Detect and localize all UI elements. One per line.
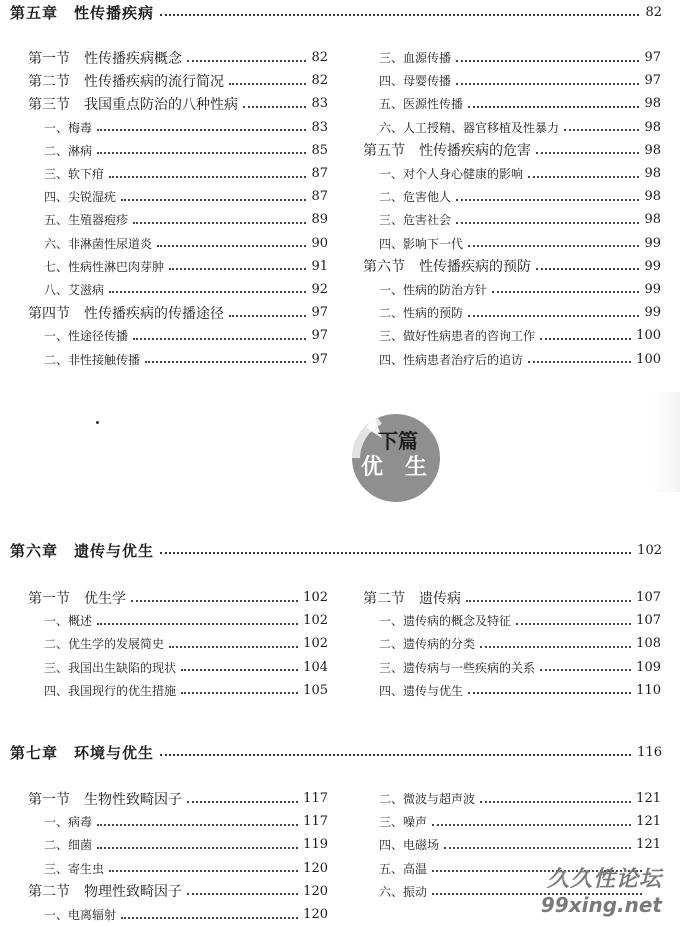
entry-page-number: 102 [303, 613, 328, 629]
toc-subsection-entry [363, 347, 661, 370]
entry-page-number: 82 [311, 50, 328, 66]
chapter-6-left-column [28, 586, 328, 702]
entry-title: 三、软下疳 [44, 167, 105, 182]
entry-title: 五、高温 [379, 861, 428, 876]
toc-subsection-entry [28, 810, 328, 833]
entry-title: 一、对个人身心健康的影响 [379, 167, 524, 182]
entry-title: 二、性病的预防 [379, 306, 464, 321]
entry-title: 三、噪声 [379, 815, 428, 830]
entry-page-number: 98 [644, 166, 661, 182]
entry-page-number: 105 [303, 682, 328, 698]
chapter-title: 第五章 性传播疾病 [10, 3, 155, 22]
entry-title: 二、细菌 [44, 838, 93, 853]
entry-title: 第五节 性传播疾病的危害 [363, 143, 531, 160]
toc-subsection-entry [28, 162, 328, 185]
entry-page-number: 85 [311, 142, 328, 158]
entry-title: 一、概述 [44, 614, 93, 629]
entry-title: 第二节 性传播疾病的流行简况 [28, 73, 224, 90]
entry-page-number: 99 [644, 235, 661, 251]
leader-dots [145, 361, 306, 363]
entry-page-number: 87 [311, 189, 328, 205]
toc-subsection-entry [363, 609, 661, 632]
toc-subsection-entry [363, 810, 661, 833]
entry-page-number: 109 [636, 659, 661, 675]
toc-subsection-entry [363, 208, 661, 231]
leader-dots [466, 600, 631, 602]
entry-title: 三、做好性病患者的咨询工作 [379, 329, 536, 344]
chapter-7-left-column [28, 787, 328, 926]
toc-subsection-entry [363, 833, 661, 856]
leader-dots [229, 315, 306, 317]
toc-subsection-entry [28, 139, 328, 162]
leader-dots [456, 199, 639, 201]
entry-page-number: 107 [636, 613, 661, 629]
entry-title: 四、遗传与优生 [379, 683, 464, 698]
entry-page-number: 91 [311, 258, 328, 274]
entry-title: 四、尖锐湿疣 [44, 190, 117, 205]
page-edge-shade [652, 392, 680, 492]
leader-dots [480, 646, 631, 648]
leader-dots [468, 315, 639, 317]
chapter-title: 第六章 遗传与优生 [10, 541, 155, 560]
toc-subsection-entry [363, 656, 661, 679]
entry-page-number: 90 [311, 235, 328, 251]
toc-subsection-entry [28, 232, 328, 255]
leader-dots [187, 60, 306, 62]
entry-page-number: 83 [311, 96, 328, 112]
leader-dots [181, 669, 298, 671]
entry-page-number: 87 [311, 166, 328, 182]
entry-title: 第一节 生物性致畸因子 [28, 791, 182, 808]
entry-page-number: 98 [644, 96, 661, 112]
entry-title: 第二节 物理性致畸因子 [28, 884, 182, 901]
entry-page-number: 99 [644, 258, 661, 274]
entry-page-number: 99 [644, 281, 661, 297]
leader-dots [468, 245, 639, 247]
toc-subsection-entry [28, 324, 328, 347]
leader-dots [133, 338, 306, 340]
entry-title: 一、梅毒 [44, 120, 93, 135]
toc-subsection-entry [28, 255, 328, 278]
entry-title: 七、性病性淋巴肉芽肿 [44, 259, 165, 274]
toc-subsection-entry [363, 185, 661, 208]
leader-dots [181, 692, 298, 694]
leader-dots [121, 199, 306, 201]
toc-subsection-entry [28, 609, 328, 632]
leader-dots [540, 669, 631, 671]
entry-page-number: 120 [303, 883, 328, 899]
toc-subsection-entry [363, 278, 661, 301]
entry-title: 四、性病患者治疗后的追访 [379, 352, 524, 367]
leader-dots [121, 917, 298, 919]
toc-subsection-entry [363, 162, 661, 185]
leader-dots [468, 692, 631, 694]
watermark-chinese: 久久性论坛 [546, 867, 662, 892]
leader-dots [160, 552, 631, 554]
entry-page-number: 98 [644, 142, 661, 158]
entry-title: 四、我国现行的优生措施 [44, 683, 177, 698]
leader-dots [536, 152, 639, 154]
entry-page-number: 97 [644, 50, 661, 66]
entry-page-number: 102 [303, 590, 328, 606]
entry-title: 三、遗传病与一些疾病的关系 [379, 660, 536, 675]
chapter-page: 116 [637, 744, 662, 760]
toc-section-entry [363, 255, 661, 278]
entry-page-number: 121 [636, 791, 661, 807]
toc-section-entry [28, 69, 328, 92]
leader-dots [133, 222, 306, 224]
toc-subsection-entry [363, 324, 661, 347]
toc-section-entry [363, 586, 661, 609]
leader-dots [456, 60, 639, 62]
entry-title: 一、性病的防治方针 [379, 282, 488, 297]
watermark-url: 99xing.net [540, 893, 662, 917]
entry-title: 第六节 性传播疾病的预防 [363, 259, 531, 276]
toc-section-entry [28, 880, 328, 903]
entry-page-number: 117 [303, 791, 328, 807]
entry-page-number: 100 [636, 328, 661, 344]
entry-page-number: 121 [636, 837, 661, 853]
leader-dots [492, 291, 639, 293]
toc-subsection-entry [28, 208, 328, 231]
entry-title: 四、电磁场 [379, 838, 440, 853]
entry-title: 第一节 性传播疾病概念 [28, 50, 182, 67]
leader-dots [169, 268, 306, 270]
leader-dots [536, 268, 639, 270]
toc-subsection-entry [28, 116, 328, 139]
entry-title: 五、医源性传播 [379, 97, 464, 112]
chapter-5-heading [10, 0, 662, 24]
chapter-7-heading [10, 740, 662, 764]
entry-title: 第四节 性传播疾病的传播途径 [28, 305, 224, 322]
entry-page-number: 104 [303, 659, 328, 675]
toc-subsection-entry [363, 92, 661, 115]
leader-dots [187, 893, 298, 895]
toc-subsection-entry [363, 116, 661, 139]
leader-dots [229, 83, 306, 85]
entry-title: 六、人工授精、器官移植及性暴力 [379, 120, 560, 135]
entry-title: 二、危害他人 [379, 190, 452, 205]
chapter-5-left-column [28, 46, 328, 371]
leader-dots [109, 291, 306, 293]
toc-subsection-entry [28, 278, 328, 301]
leader-dots [480, 801, 631, 803]
entry-title: 二、遗传病的分类 [379, 637, 476, 652]
toc-subsection-entry [28, 347, 328, 370]
entry-page-number: 98 [644, 212, 661, 228]
toc-subsection-entry [28, 185, 328, 208]
leader-dots [456, 83, 639, 85]
leader-dots [432, 824, 631, 826]
entry-title: 第二节 遗传病 [363, 590, 461, 607]
leader-dots [468, 106, 639, 108]
leader-dots [528, 361, 631, 363]
chapter-5-right-column [363, 46, 661, 371]
leader-dots [540, 338, 631, 340]
entry-page-number: 97 [311, 328, 328, 344]
entry-page-number: 82 [311, 73, 328, 89]
toc-section-entry [28, 301, 328, 324]
entry-page-number: 120 [303, 860, 328, 876]
entry-title: 四、母婴传播 [379, 74, 452, 89]
entry-title: 二、非性接触传播 [44, 352, 141, 367]
leader-dots [564, 129, 639, 131]
entry-page-number: 97 [311, 351, 328, 367]
leader-dots [131, 600, 298, 602]
entry-title: 三、危害社会 [379, 213, 452, 228]
entry-title: 二、淋病 [44, 143, 93, 158]
entry-page-number: 98 [644, 189, 661, 205]
part-emblem [338, 408, 446, 504]
entry-page-number: 98 [644, 119, 661, 135]
toc-subsection-entry [363, 232, 661, 255]
entry-page-number: 110 [636, 682, 661, 698]
entry-title: 一、遗传病的概念及特征 [379, 614, 512, 629]
leader-dots [187, 801, 298, 803]
toc-section-entry [28, 586, 328, 609]
leader-dots [160, 754, 631, 756]
entry-title: 六、振动 [379, 884, 428, 899]
chapter-page: 82 [645, 4, 662, 20]
leader-dots [97, 824, 298, 826]
leader-dots [97, 152, 306, 154]
part-title: 优 生 [360, 455, 428, 480]
entry-title: 第三节 我国重点防治的八种性病 [28, 96, 238, 113]
entry-page-number: 107 [636, 590, 661, 606]
part-label: 下篇 [378, 429, 418, 453]
toc-subsection-entry [363, 632, 661, 655]
leader-dots [97, 623, 298, 625]
toc-subsection-entry [28, 833, 328, 856]
toc-subsection-entry [363, 69, 661, 92]
toc-subsection-entry [28, 679, 328, 702]
leader-dots [157, 245, 306, 247]
toc-subsection-entry [28, 857, 328, 880]
entry-title: 一、电离辐射 [44, 908, 117, 923]
toc-subsection-entry [363, 301, 661, 324]
entry-page-number: 92 [311, 281, 328, 297]
toc-subsection-entry [363, 679, 661, 702]
toc-subsection-entry [28, 656, 328, 679]
leader-dots [97, 129, 306, 131]
leader-dots [169, 646, 298, 648]
leader-dots [528, 176, 639, 178]
toc-section-entry [28, 92, 328, 115]
entry-title: 二、微波与超声波 [379, 792, 476, 807]
entry-page-number: 89 [311, 212, 328, 228]
leader-dots [243, 106, 306, 108]
toc-subsection-entry [28, 903, 328, 926]
entry-title: 一、病毒 [44, 815, 93, 830]
toc-subsection-entry [28, 632, 328, 655]
entry-title: 五、生殖器疱疹 [44, 213, 129, 228]
entry-page-number: 97 [644, 73, 661, 89]
speck [96, 421, 99, 424]
entry-page-number: 119 [303, 837, 328, 853]
entry-title: 八、艾滋病 [44, 282, 105, 297]
entry-page-number: 117 [303, 814, 328, 830]
leader-dots [109, 176, 306, 178]
leader-dots [160, 14, 639, 16]
entry-page-number: 100 [636, 351, 661, 367]
entry-page-number: 108 [636, 636, 661, 652]
entry-title: 二、优生学的发展简史 [44, 637, 165, 652]
chapter-title: 第七章 环境与优生 [10, 743, 155, 762]
entry-page-number: 102 [303, 636, 328, 652]
leader-dots [109, 870, 298, 872]
entry-title: 三、寄生虫 [44, 861, 105, 876]
leader-dots [97, 847, 298, 849]
entry-title: 四、影响下一代 [379, 236, 464, 251]
toc-section-entry [363, 139, 661, 162]
entry-title: 第一节 优生学 [28, 590, 126, 607]
chapter-page: 102 [637, 542, 662, 558]
entry-page-number: 99 [644, 305, 661, 321]
toc-subsection-entry [363, 46, 661, 69]
entry-title: 三、血源传播 [379, 51, 452, 66]
entry-title: 六、非淋菌性尿道炎 [44, 236, 153, 251]
leader-dots [444, 847, 631, 849]
entry-page-number: 83 [311, 119, 328, 135]
entry-title: 三、我国出生缺陷的现状 [44, 660, 177, 675]
leader-dots [516, 623, 631, 625]
chapter-6-right-column [363, 586, 661, 702]
entry-page-number: 97 [311, 305, 328, 321]
emblem-graphic [338, 408, 446, 504]
entry-title: 一、性途径传播 [44, 329, 129, 344]
toc-section-entry [28, 46, 328, 69]
chapter-6-heading [10, 538, 662, 562]
entry-page-number: 121 [636, 814, 661, 830]
toc-section-entry [28, 787, 328, 810]
leader-dots [456, 222, 639, 224]
entry-page-number: 120 [303, 907, 328, 923]
toc-subsection-entry [363, 787, 661, 810]
